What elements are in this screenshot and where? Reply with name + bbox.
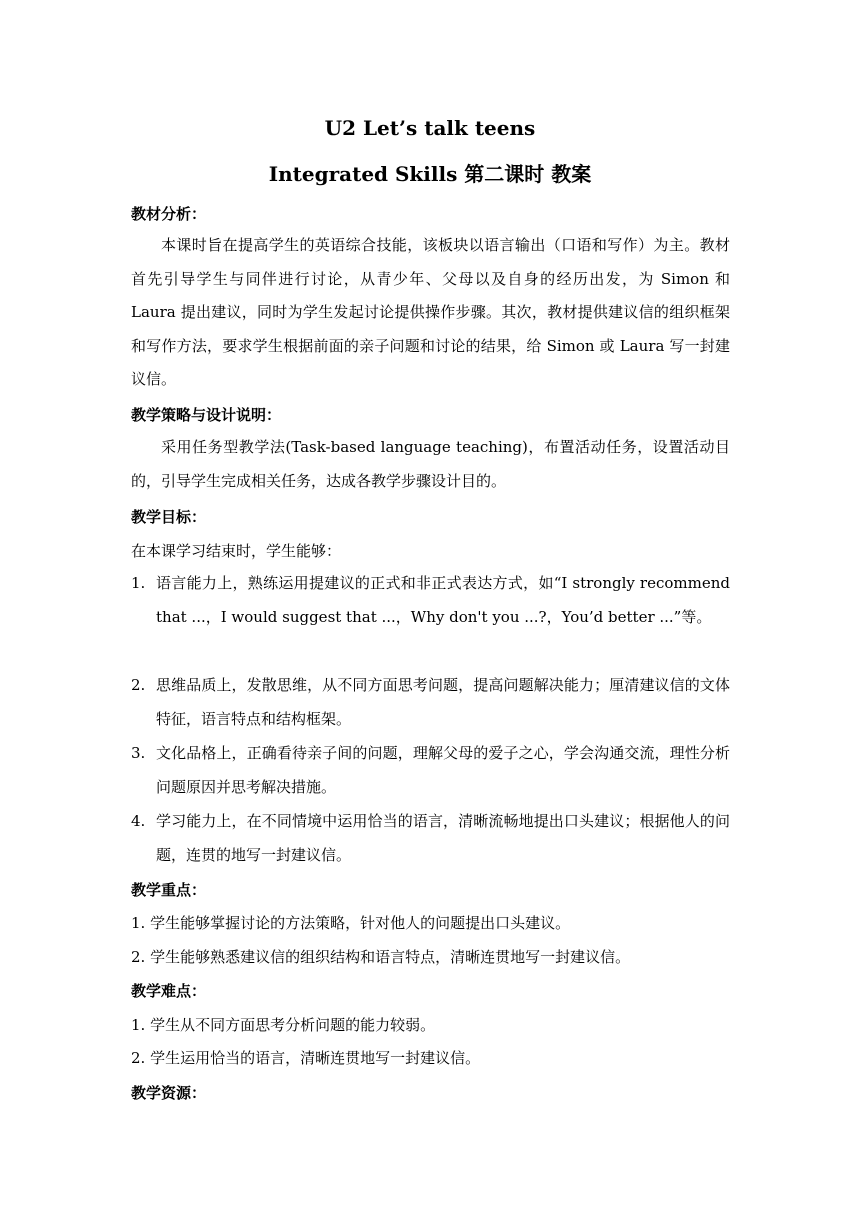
material-analysis-paragraph: 本课时旨在提高学生的英语综合技能，该板块以语言输出（口语和写作）为主。教材首先引导学生与同伴进行讨论，从青少年、父母以及自身的经历出发，为 Simon 和 Laura 提出建议，同时为学生发起讨论提供操作步骤。其次，教材提供建议信的组织框架和写作方法，要求学生根据前面的亲子问题和讨论的结果，给 Simon 或 Laura 写一封建议信。 [131,236,730,388]
objective-item-2 [131,668,730,736]
objective-item-3 [131,736,730,804]
heading-key-points: 教学重点： [131,881,207,899]
difficulty-item-2: 2. 学生运用恰当的语言，清晰连贯地写一封建议信。 [131,1049,481,1067]
objective-number: 1. [131,574,146,592]
key-point-item-2: 2. 学生能够熟悉建议信的组织结构和语言特点，清晰连贯地写一封建议信。 [131,948,631,966]
objective-text: 语言能力上，熟练运用提建议的正式和非正式表达方式，如“I strongly recommend that ...，I would suggest that ...，Why don't you ...?，You’d better ...”等。 [156,574,730,626]
key-point-item-1: 1. 学生能够掌握讨论的方法策略，针对他人的问题提出口头建议。 [131,914,571,932]
heading-material-analysis: 教材分析： [131,205,207,223]
strategy-paragraph: 采用任务型教学法(Task-based language teaching)，布置活动任务，设置活动目的，引导学生完成相关任务，达成各教学步骤设计目的。 [131,438,730,490]
document-subtitle: Integrated Skills 第二课时 教案 [268,162,592,186]
document-title: U2 Let’s talk teens [324,116,536,140]
heading-difficulties: 教学难点： [131,982,207,1000]
objectives-intro: 在本课学习结束时，学生能够： [131,542,342,560]
objective-number: 4. [131,812,146,830]
objective-item-4 [131,804,730,872]
difficulty-item-1: 1. 学生从不同方面思考分析问题的能力较弱。 [131,1016,436,1034]
objective-item-1 [131,566,730,634]
objective-number: 3. [131,744,146,762]
objective-text: 思维品质上，发散思维，从不同方面思考问题，提高问题解决能力；厘清建议信的文体特征，语言特点和结构框架。 [156,676,730,728]
objective-text: 文化品格上，正确看待亲子间的问题，理解父母的爱子之心，学会沟通交流，理性分析问题原因并思考解决措施。 [156,744,730,796]
heading-objectives: 教学目标： [131,508,207,526]
objective-text: 学习能力上，在不同情境中运用恰当的语言，清晰流畅地提出口头建议；根据他人的问题，连贯的地写一封建议信。 [156,812,730,864]
heading-resources: 教学资源： [131,1084,207,1102]
objective-number: 2. [131,676,146,694]
heading-strategy: 教学策略与设计说明： [131,406,282,424]
